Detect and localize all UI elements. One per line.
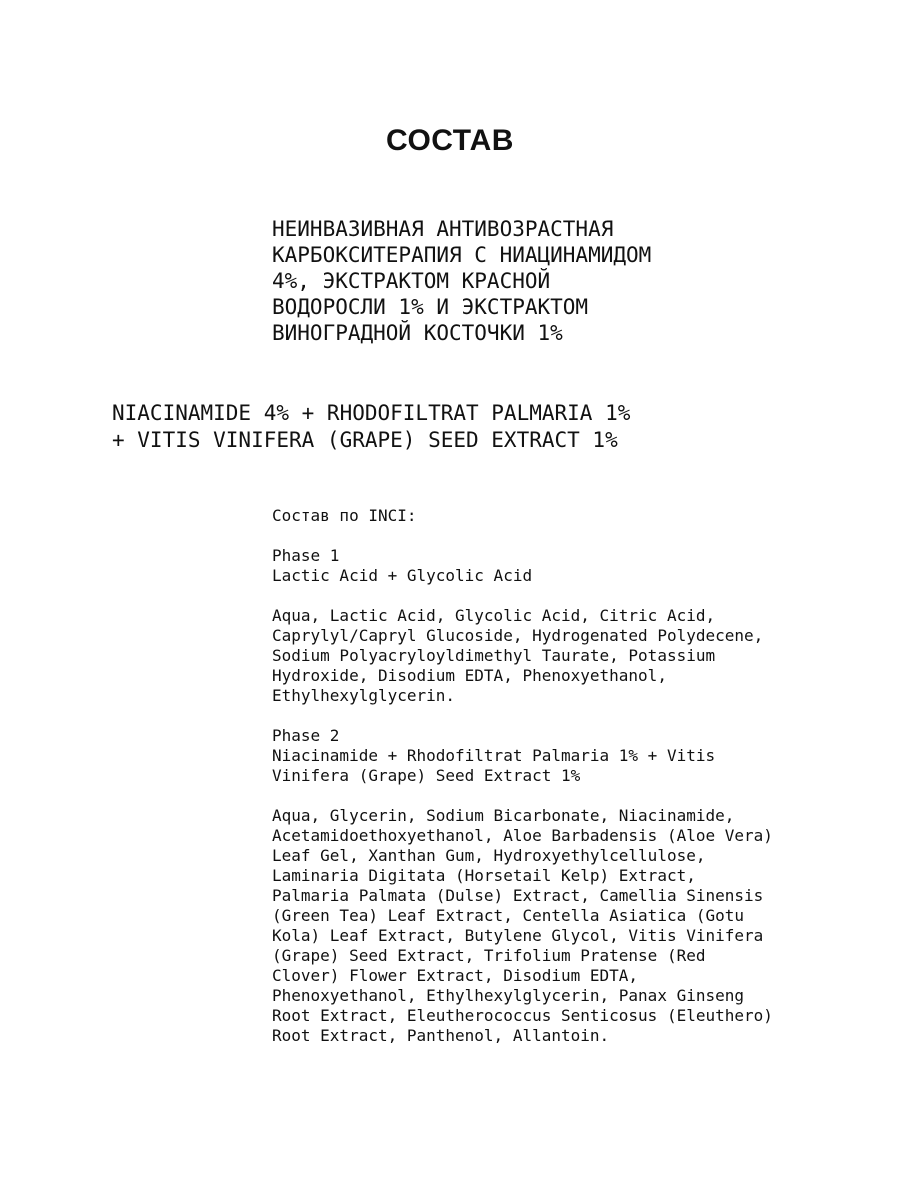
ingredient-line: Ethylhexylglycerin. bbox=[272, 686, 456, 705]
product-description bbox=[272, 216, 832, 346]
description-line: ВИНОГРАДНОЙ КОСТОЧКИ 1% bbox=[272, 321, 563, 345]
phase-1-ingredients bbox=[272, 606, 892, 706]
inci-heading: Состав по INCI: bbox=[272, 506, 417, 525]
ingredient-line: Acetamidoethoxyethanol, Aloe Barbadensis (Aloe Vera) bbox=[272, 826, 773, 845]
inci-composition bbox=[272, 506, 892, 1066]
phase-2-ingredients bbox=[272, 806, 892, 1046]
ingredient-line: Root Extract, Panthenol, Allantoin. bbox=[272, 1026, 610, 1045]
description-line: НЕИНВАЗИВНАЯ АНТИВОЗРАСТНАЯ bbox=[272, 217, 614, 241]
ingredient-line: Laminaria Digitata (Horsetail Kelp) Extract, bbox=[272, 866, 696, 885]
ingredient-line: Hydroxide, Disodium EDTA, Phenoxyethanol, bbox=[272, 666, 667, 685]
phase-2-name: Vinifera (Grape) Seed Extract 1% bbox=[272, 766, 581, 785]
phase-1-block bbox=[272, 546, 892, 586]
description-line: 4%, ЭКСТРАКТОМ КРАСНОЙ bbox=[272, 269, 551, 293]
ingredient-line: Kola) Leaf Extract, Butylene Glycol, Vitis Vinifera bbox=[272, 926, 764, 945]
formula-line: + VITIS VINIFERA (GRAPE) SEED EXTRACT 1% bbox=[112, 428, 618, 452]
phase-2-name: Niacinamide + Rhodofiltrat Palmaria 1% + Vitis bbox=[272, 746, 716, 765]
phase-2-label: Phase 2 bbox=[272, 726, 340, 745]
phase-2-block bbox=[272, 726, 892, 786]
phase-1-name: Lactic Acid + Glycolic Acid bbox=[272, 566, 533, 585]
ingredient-line: Clover) Flower Extract, Disodium EDTA, bbox=[272, 966, 639, 985]
phase-1-label: Phase 1 bbox=[272, 546, 340, 565]
ingredient-line: Root Extract, Eleutherococcus Senticosus (Eleuthero) bbox=[272, 1006, 773, 1025]
ingredient-line: Aqua, Lactic Acid, Glycolic Acid, Citric Acid, bbox=[272, 606, 716, 625]
active-ingredients-formula bbox=[112, 400, 812, 454]
ingredient-line: Phenoxyethanol, Ethylhexylglycerin, Panax Ginseng bbox=[272, 986, 745, 1005]
ingredient-line: Sodium Polyacryloyldimethyl Taurate, Potassium bbox=[272, 646, 716, 665]
ingredient-line: Caprylyl/Capryl Glucoside, Hydrogenated Polydecene, bbox=[272, 626, 764, 645]
ingredient-line: Aqua, Glycerin, Sodium Bicarbonate, Niacinamide, bbox=[272, 806, 735, 825]
ingredient-line: Palmaria Palmata (Dulse) Extract, Camellia Sinensis bbox=[272, 886, 764, 905]
ingredient-line: (Green Tea) Leaf Extract, Centella Asiatica (Gotu bbox=[272, 906, 745, 925]
description-line: КАРБОКСИТЕРАПИЯ С НИАЦИНАМИДОМ bbox=[272, 243, 652, 267]
ingredient-line: (Grape) Seed Extract, Trifolium Pratense (Red bbox=[272, 946, 706, 965]
description-line: ВОДОРОСЛИ 1% И ЭКСТРАКТОМ bbox=[272, 295, 589, 319]
formula-line: NIACINAMIDE 4% + RHODOFILTRAT PALMARIA 1% bbox=[112, 401, 631, 425]
page-title: СОСТАВ bbox=[386, 124, 514, 157]
ingredient-line: Leaf Gel, Xanthan Gum, Hydroxyethylcellulose, bbox=[272, 846, 706, 865]
